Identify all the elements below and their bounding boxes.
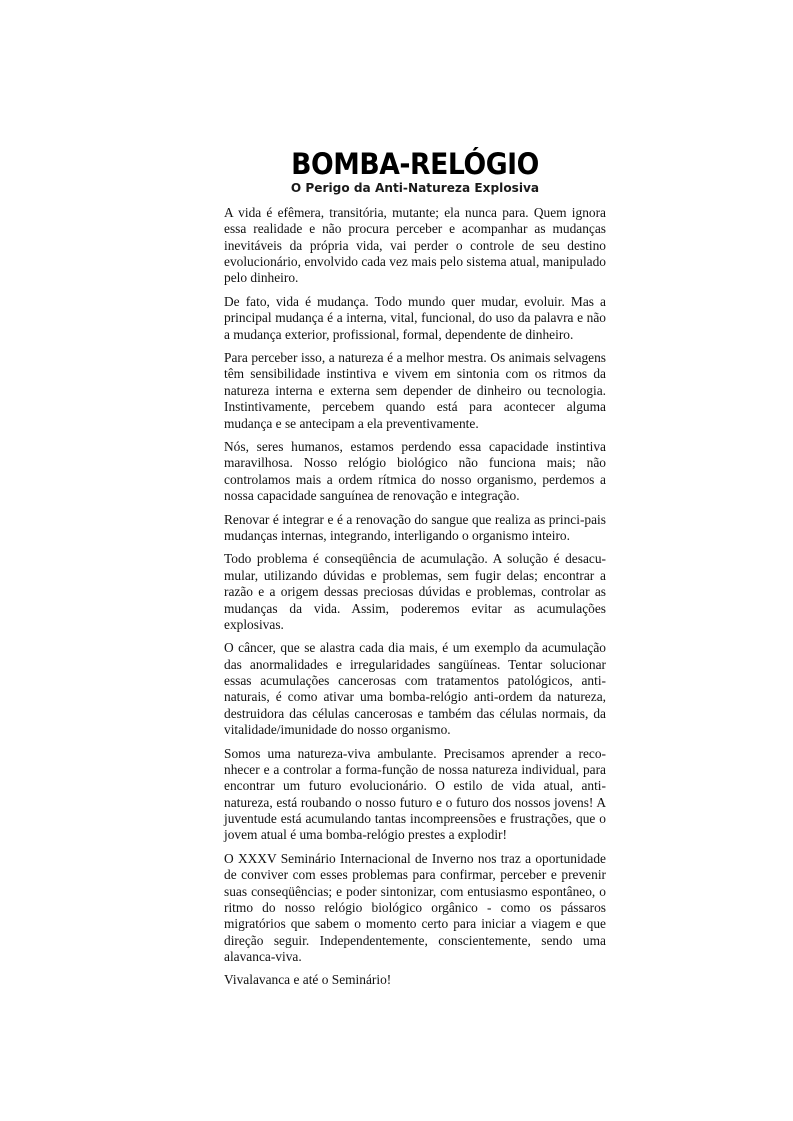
paragraph: O câncer, que se alastra cada dia mais, é um exemplo da acumulação das anormalidades e irregularidades sangüíneas. Tentar solucionar essas acumulações cancerosas com tratamentos patológicos, anti-naturais, é como ativar uma bomba-relógio anti-ordem da natureza, destruidora das células cancerosas e também das células normais, da vitalidade/imunidade do nosso organismo.: [224, 640, 606, 738]
article-title: BOMBA-RELÓGIO: [291, 147, 539, 181]
article-body: [224, 205, 606, 996]
article-header: [224, 148, 606, 196]
paragraph: Somos uma natureza-viva ambulante. Precisamos aprender a reco-nhecer e a controlar a forma-função de nossa natureza individual, para encontrar um futuro evolucionário. O estilo de vida atual, anti-natureza, está roubando o nosso futuro e o futuro dos nossos jovens! A juventude está acumulando tantas incompreensões e frustrações, que o jovem atual é uma bomba-relógio prestes a explodir!: [224, 745, 606, 843]
paragraph: Para perceber isso, a natureza é a melhor mestra. Os animais selvagens têm sensibilidade instintiva e vivem em sintonia com os ritmos da natureza interna e externa sem depender de dinheiro ou tecnologia. Instintivamente, percebem quando está para acontecer alguma mudança e se antecipam a ela preventivamente.: [224, 350, 606, 431]
paragraph: Todo problema é conseqüência de acumulação. A solução é desacu-mular, utilizando dúvidas e problemas, sem fugir delas; encontrar a razão e a origem dessas preciosas dúvidas e problemas, controlar as mudanças da vida. Assim, poderemos evitar as acumulações explosivas.: [224, 551, 606, 632]
paragraph: A vida é efêmera, transitória, mutante; ela nunca para. Quem ignora essa realidade e não procura perceber e acompanhar as mudanças inevitáveis da própria vida, vai perder o controle de seu destino evolucionário, envolvido cada vez mais pelo sistema atual, manipulado pelo dinheiro.: [224, 205, 606, 286]
paragraph: De fato, vida é mudança. Todo mundo quer mudar, evoluir. Mas a principal mudança é a interna, vital, funcional, do uso da palavra e não a mudança exterior, profissional, formal, dependente de dinheiro.: [224, 293, 606, 342]
closing-line: Vivalavanca e até o Seminário!: [224, 972, 392, 988]
paragraph: Renovar é integrar e é a renovação do sangue que realiza as princi-pais mudanças internas, integrando, interligando o organismo inteiro.: [224, 511, 606, 543]
article-subtitle: O Perigo da Anti-Natureza Explosiva: [290, 180, 540, 195]
paragraph: Nós, seres humanos, estamos perdendo essa capacidade instintiva maravilhosa. Nosso relógio biológico não funciona mais; não controlamos mais a ordem rítmica do nosso organismo, perdemos a nossa capacidade sanguínea de renovação e integração.: [224, 439, 606, 504]
paragraph: O XXXV Seminário Internacional de Inverno nos traz a oportunidade de conviver com esses problemas para confirmar, perceber e prevenir suas conseqüências; e poder sintonizar, com entusiasmo espontâneo, o ritmo do nosso relógio biológico orgânico - como os pássaros migratórios que sabem o momento certo para iniciar a viagem e que direção seguir. Independentemente, conscientemente, sendo uma alavanca-viva.: [224, 850, 606, 964]
